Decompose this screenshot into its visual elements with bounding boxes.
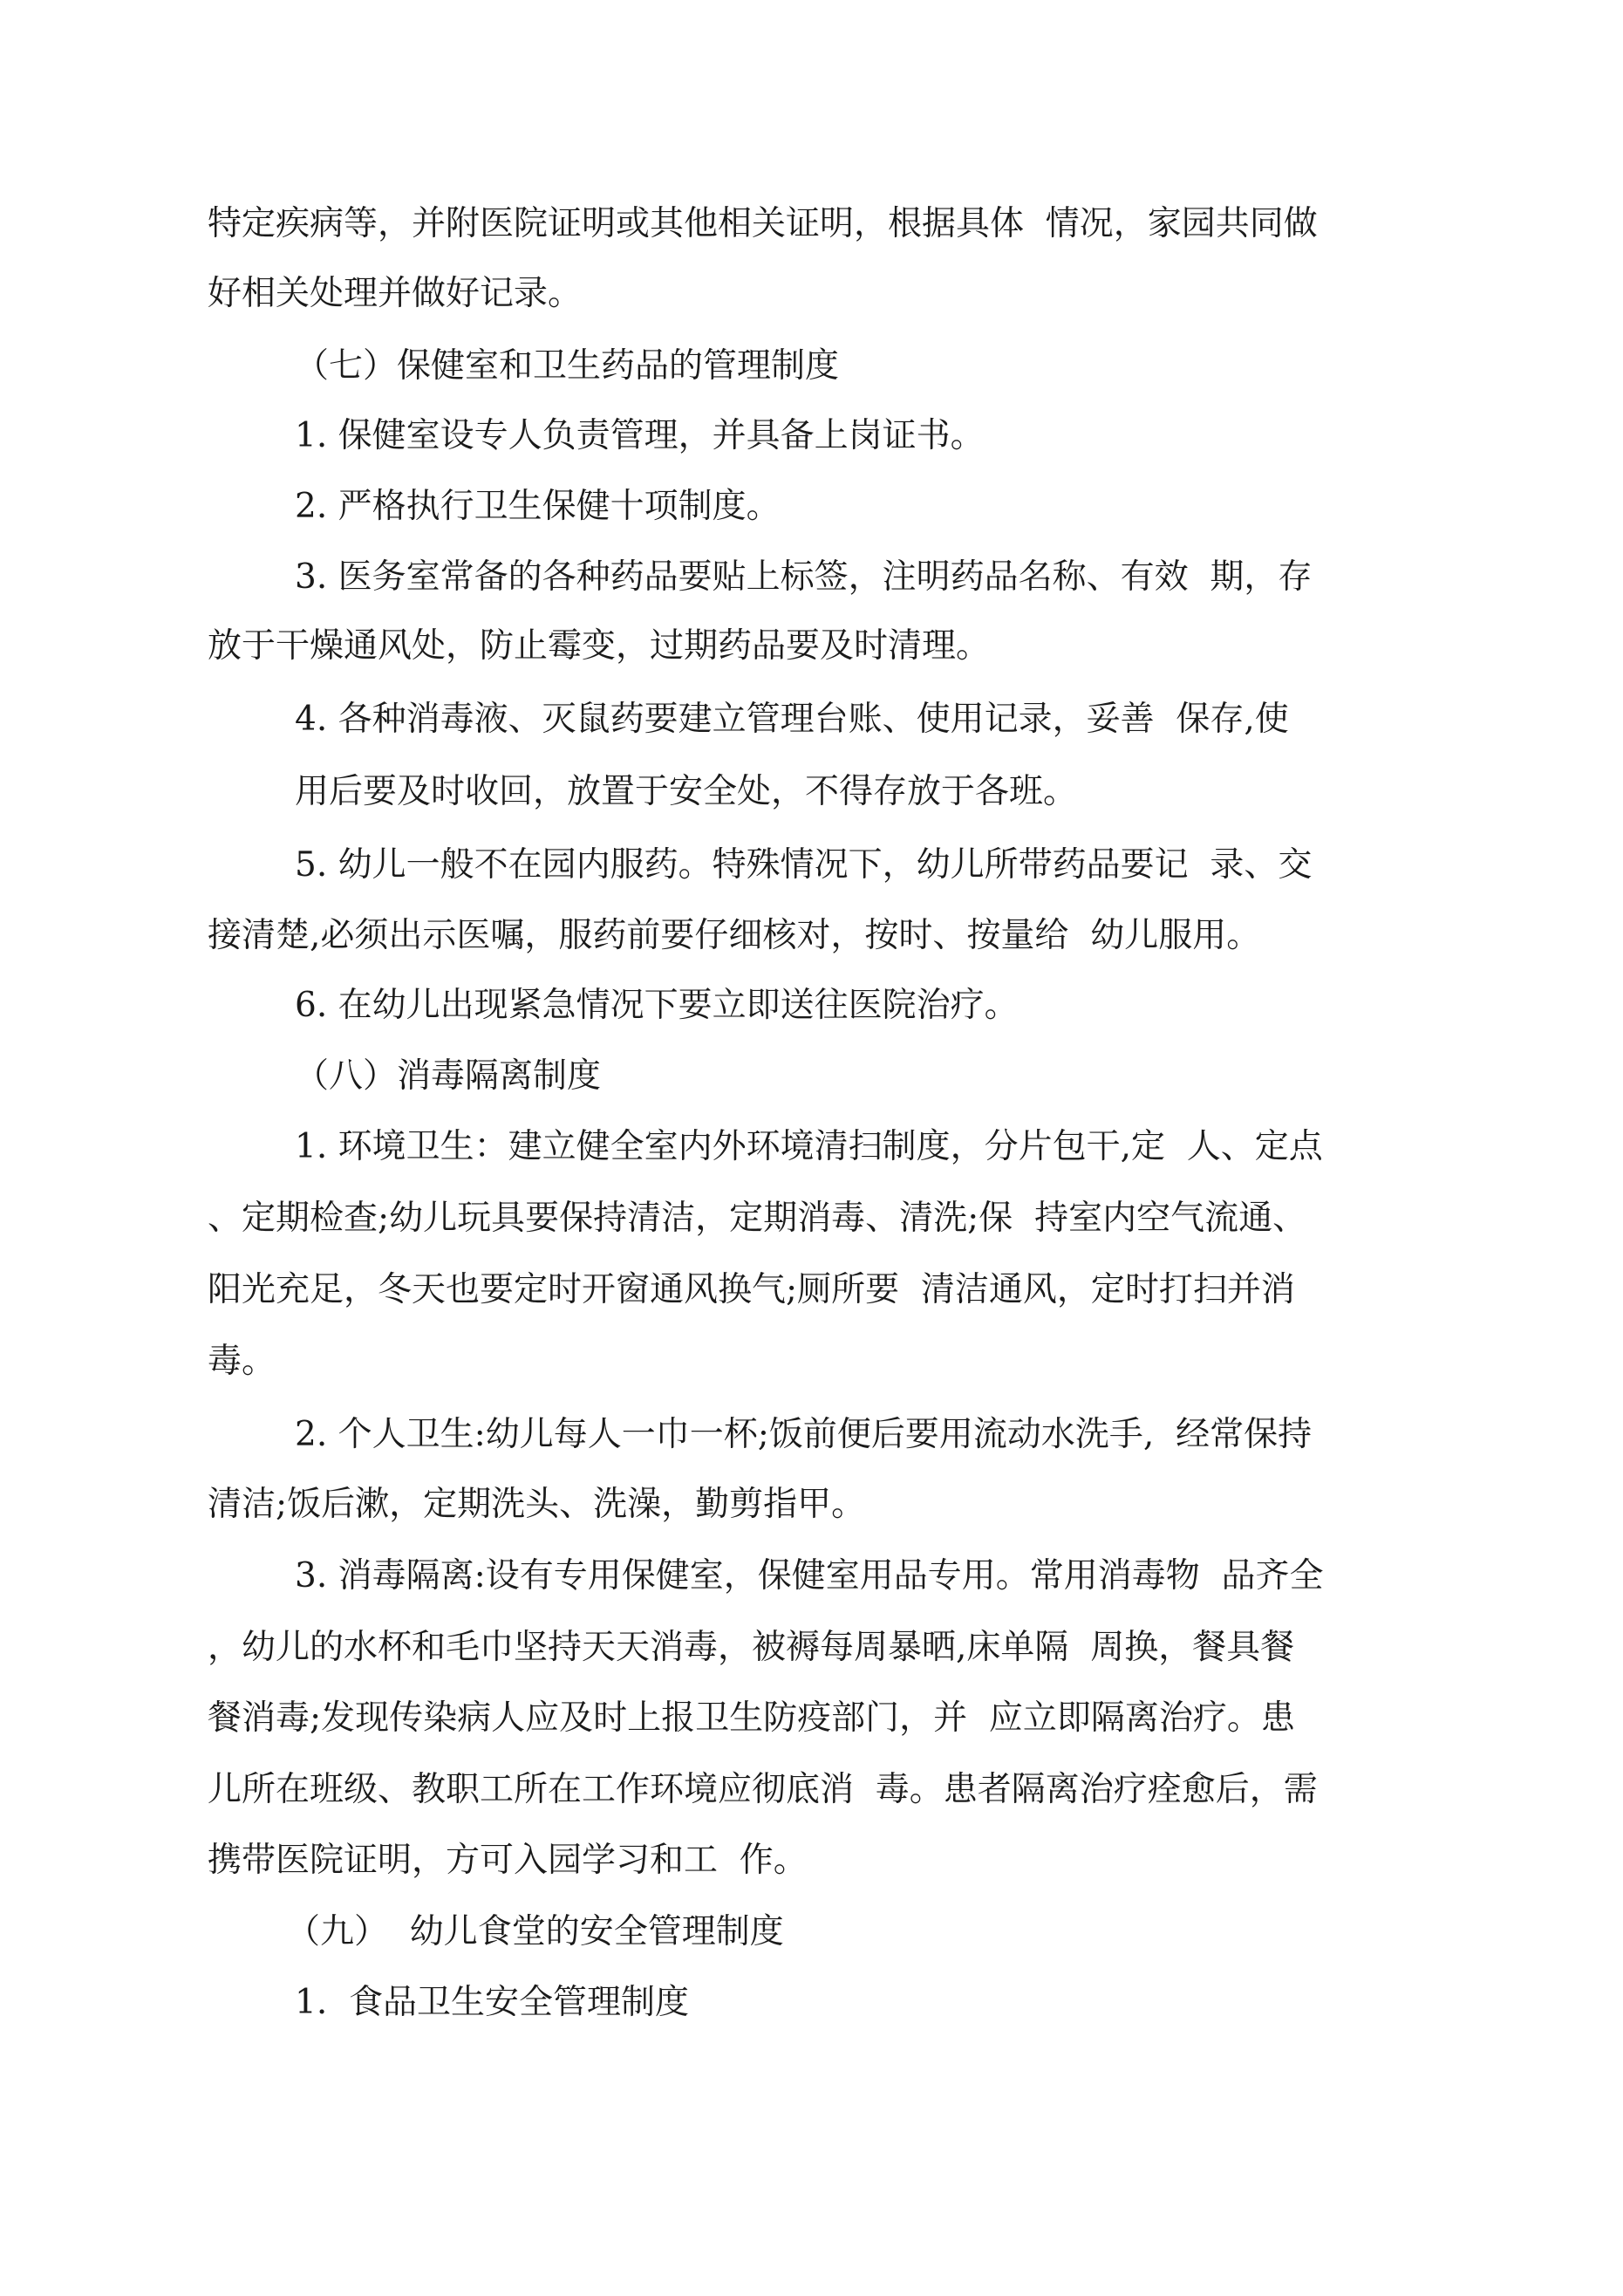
text-line: 儿所在班级、教职工所在工作环境应彻底消 毒。患者隔离治疗痊愈后，需 <box>208 1770 1318 1809</box>
text-line: 1. 环境卫生：建立健全室内外环境清扫制度，分片包干,定 人、定点 <box>295 1127 1323 1166</box>
text-line: 1. 食品卫生安全管理制度 <box>295 1983 690 2022</box>
text-line: 3. 消毒隔离:设有专用保健室，保健室用品专用。常用消毒物 品齐全 <box>295 1556 1324 1596</box>
text-line: 接清楚,必须出示医嘱，服药前要仔细核对，按时、按量给 幼儿服用。 <box>208 916 1261 955</box>
text-line: 携带医院证明，方可入园学习和工 作。 <box>208 1841 808 1880</box>
text-line: 特定疾病等，并附医院证明或其他相关证明，根据具体 情况，家园共同做 <box>208 204 1318 243</box>
section-heading: （九） 幼儿食堂的安全管理制度 <box>286 1912 784 1951</box>
text-line: ，幼儿的水杯和毛巾坚持天天消毒，被褥每周暴晒,床单隔 周换，餐具餐 <box>208 1628 1295 1667</box>
text-line: 、定期检查;幼儿玩具要保持清洁，定期消毒、清洗;保 持室内空气流通、 <box>208 1199 1307 1238</box>
text-line: 清洁;饭后漱，定期洗头、洗澡，勤剪指甲。 <box>208 1485 866 1524</box>
text-line: 2. 严格执行卫生保健十项制度。 <box>295 487 781 526</box>
text-line: 6. 在幼儿出现紧急情况下要立即送往医院治疗。 <box>295 986 1019 1025</box>
text-line: 用后要及时收回，放置于安全处，不得存放于各班。 <box>295 772 1078 811</box>
text-line: 3. 医务室常备的各种药品要贴上标签，注明药品名称、有效 期，存 <box>295 557 1313 597</box>
text-line: 2. 个人卫生:幼儿每人一巾一杯;饭前便后要用流动水洗手, 经常保持 <box>295 1415 1313 1454</box>
text-line: 放于干燥通风处，防止霉变，过期药品要及时清理。 <box>208 626 991 666</box>
text-line: 4. 各种消毒液、灭鼠药要建立管理台账、使用记录，妥善 保存,使 <box>295 700 1289 739</box>
text-line: 好相关处理并做好记录。 <box>208 274 583 313</box>
section-heading: （七）保健室和卫生药品的管理制度 <box>295 346 840 386</box>
text-line: 阳光充足，冬天也要定时开窗通风换气;厕所要 清洁通风，定时打扫并消 <box>208 1270 1295 1309</box>
text-line: 1. 保健室设专人负责管理，并具备上岗证书。 <box>295 416 985 455</box>
text-line: 毒。 <box>208 1342 276 1381</box>
text-line: 餐消毒;发现传染病人应及时上报卫生防疫部门，并 应立即隔离治疗。患 <box>208 1698 1295 1738</box>
text-line: 5. 幼儿一般不在园内服药。特殊情况下，幼儿所带药品要记 录、交 <box>295 845 1313 885</box>
section-heading: （八）消毒隔离制度 <box>295 1056 602 1096</box>
